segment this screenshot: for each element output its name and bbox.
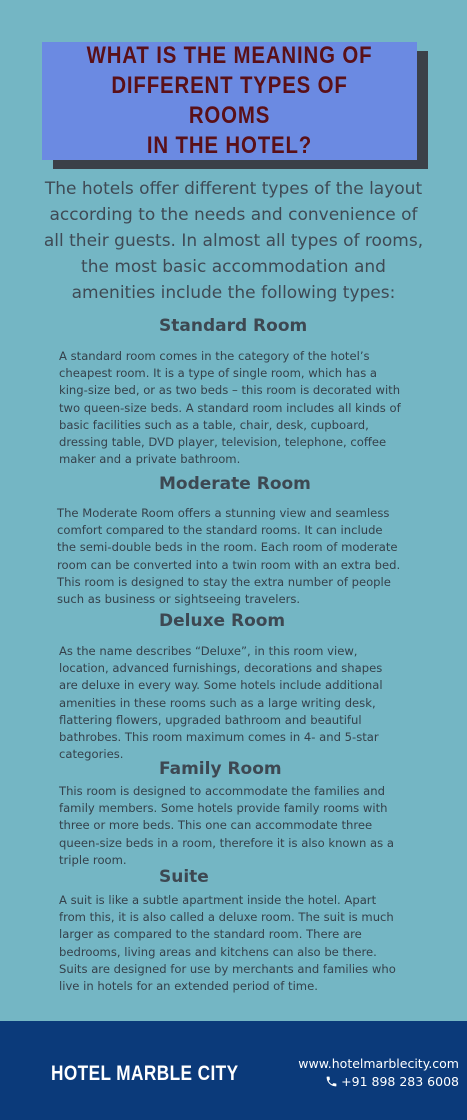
section-heading-standard-room: Standard Room [159,316,308,336]
section-body-moderate-room: The Moderate Room offers a stunning view and seamless comfort compared to the standard rooms. It can include the semi-double beds in the room. Each room of moderate room can be converted into a twin room with an extra bed. This room is designed to stay the extra number of people such as business or sightseeing travelers. [57,506,401,607]
section-heading-suite: Suite [159,867,209,887]
brand-name: HOTEL MARBLE CITY [51,1062,239,1085]
title-box [42,42,417,160]
section-body-standard-room: A standard room comes in the category of the hotel’s cheapest room. It is a type of single room, which has a king-size bed, or as two beds – this room is decorated with two queen-size beds. A standard room includes all kinds of basic facilities such as a table, chair, desk, cupboard, dressing table, DVD player, television, telephone, coffee maker and a private bathroom. [59,349,401,467]
section-body-suite: A suit is like a subtle apartment inside the hotel. Apart from this, it is also called a deluxe room. The suit is much larger as compared to the standard room. There are bedrooms, living areas and kitchens can also be there. Suits are designed for use by merchants and families who live in hotels for an extended period of time. [59,893,396,994]
phone-number: +91 898 283 6008 [341,1074,459,1089]
phone-contact[interactable] [325,1074,459,1089]
section-heading-moderate-room: Moderate Room [159,474,311,494]
intro-paragraph: The hotels offer different types of the layout according to the needs and convenience of all their guests. In almost all types of rooms, the most basic accommodation and amenities include the following types: [43,179,424,303]
section-body-family-room: This room is designed to accommodate the families and family members. Some hotels provide family rooms with three or more beds. This one can accommodate three queen-size beds in a room, therefore it is also known as a triple room. [59,784,394,867]
section-heading-family-room: Family Room [159,759,282,779]
section-heading-deluxe-room: Deluxe Room [159,611,286,631]
website-link[interactable]: www.hotelmarblecity.com [298,1056,459,1071]
page-title: WHAT IS THE MEANING OF DIFFERENT TYPES OF ROOMS IN THE HOTEL? [86,42,373,159]
phone-icon [325,1075,338,1088]
section-body-deluxe-room: As the name describes “Deluxe”, in this room view, location, advanced furnishings, decorations and shapes are deluxe in every way. Some hotels include additional amenities in these rooms such as a large writing desk, flattering flowers, upgraded bathroom and beautiful bathrobes. This room maximum comes in 4- and 5-star categories. [59,644,383,762]
